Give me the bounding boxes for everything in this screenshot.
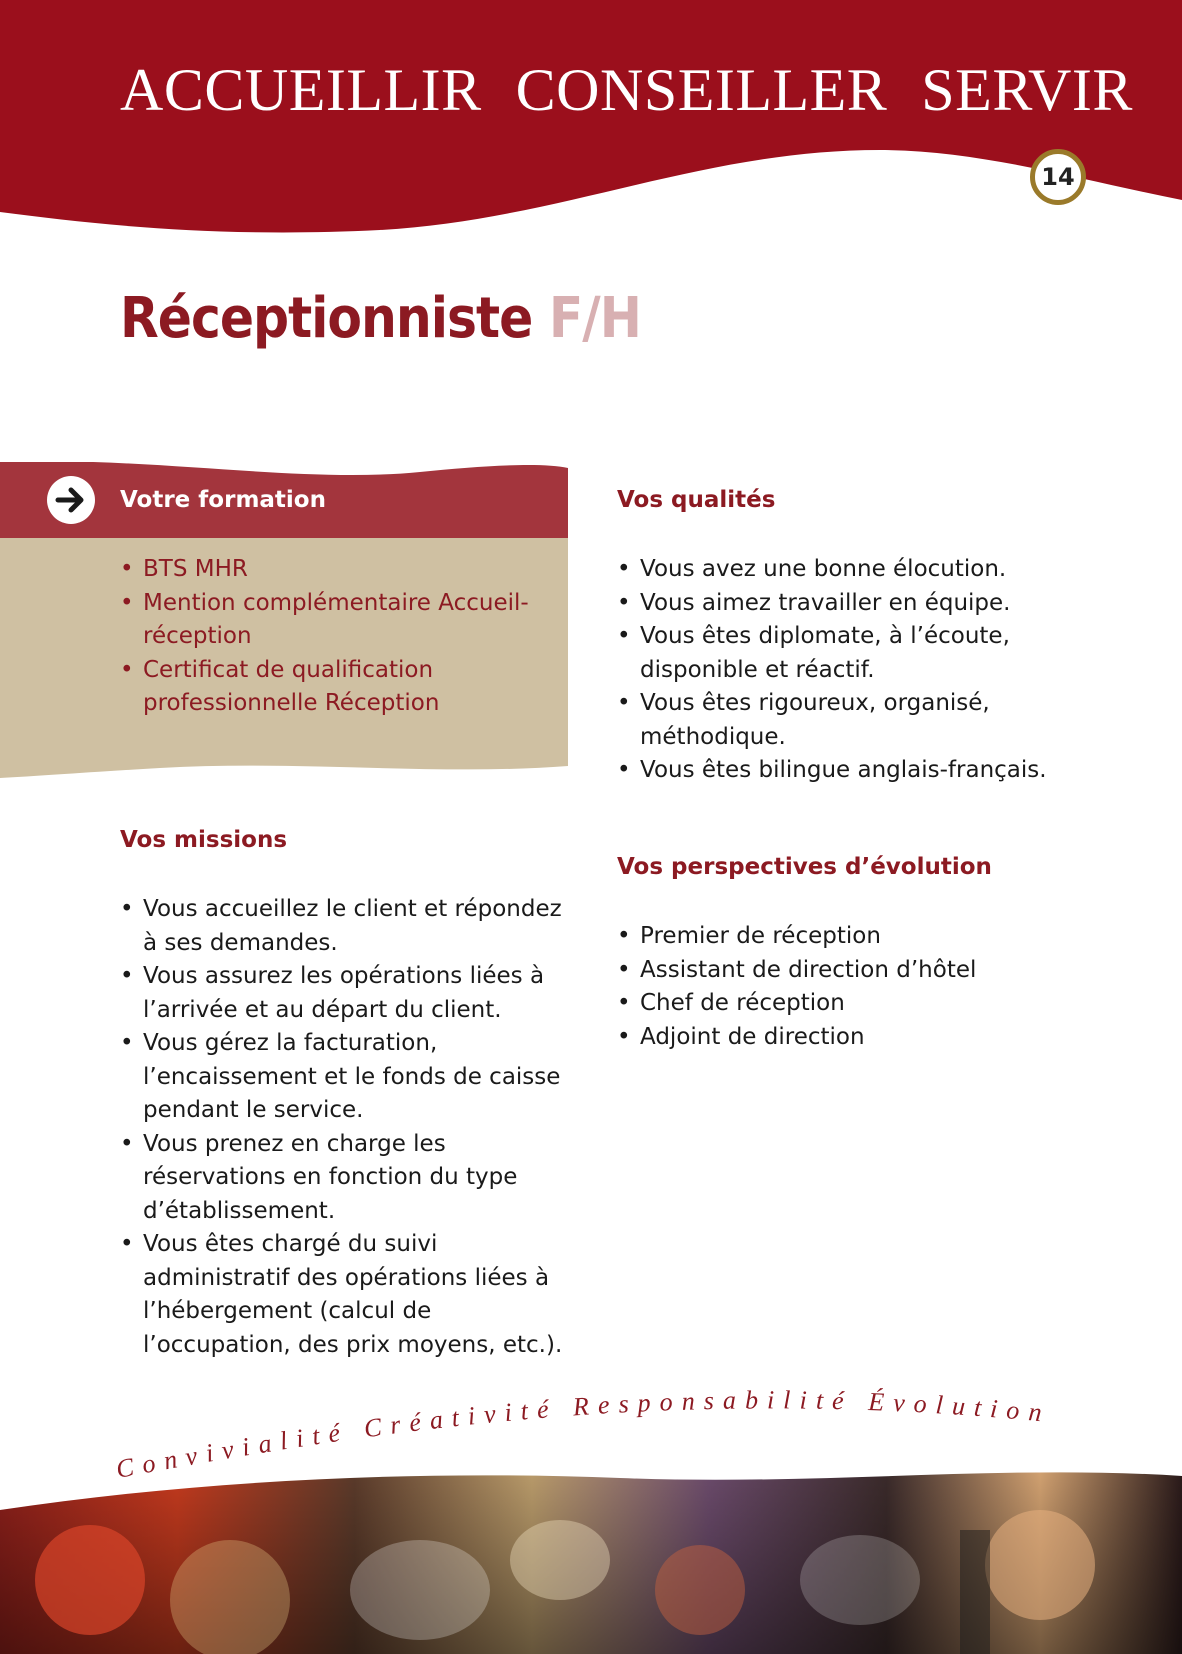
header-title [120,56,1133,125]
list-item: • Vous accueillez le client et répondez à ses demandes. [120,893,570,960]
list-item: • Vous êtes chargé du suivi administratif des opérations liées à l’hébergement (calcul de l’occupation, des prix moyens, etc.). [120,1228,570,1362]
job-title: Réceptionniste [120,286,533,351]
list-item: • Mention complémentaire Accueil-réception [120,587,540,654]
list-item: • Chef de réception [617,987,1047,1021]
page-title [120,286,641,351]
list-item: • Vous avez une bonne élocution. [617,553,1047,587]
list-item: • Adjoint de direction [617,1021,1047,1055]
perspectives-list [617,920,1047,1054]
list-item: • Vous prenez en charge les réservations en fonction du type d’établissement. [120,1128,570,1229]
list-item: • Vous êtes rigoureux, organisé, méthodique. [617,687,1047,754]
motto-text: Convivialité Créativité Responsabilité Évolution [113,1385,1053,1484]
list-item: • Certificat de qualification professionnelle Réception [120,654,540,721]
formation-heading: Votre formation [120,487,326,513]
list-item: • Premier de réception [617,920,1047,954]
header-word-2: CONSEILLER [515,57,888,123]
list-item: • Vous gérez la facturation, l’encaissement et le fonds de caisse pendant le service. [120,1027,570,1128]
qualites-heading: Vos qualités [617,487,776,513]
gender-suffix: F/H [548,286,641,351]
list-item: • Assistant de direction d’hôtel [617,954,1047,988]
list-item: • BTS MHR [120,553,540,587]
header-word-3: SERVIR [921,57,1133,123]
missions-heading: Vos missions [120,827,288,853]
missions-list [120,893,570,1362]
list-item: • Vous assurez les opérations liées à l’arrivée et au départ du client. [120,960,570,1027]
perspectives-heading: Vos perspectives d’évolution [617,854,992,880]
list-item: • Vous êtes bilingue anglais-français. [617,754,1047,788]
qualites-list [617,553,1047,788]
list-item: • Vous êtes diplomate, à l’écoute, disponible et réactif. [617,620,1047,687]
list-item: • Vous aimez travailler en équipe. [617,587,1047,621]
arrow-right-icon [46,475,96,525]
formation-list [120,553,540,721]
page-number-badge: 14 [1030,149,1086,205]
footer-photo-collage [0,1470,1182,1654]
header-word-1: ACCUEILLIR [120,57,482,123]
